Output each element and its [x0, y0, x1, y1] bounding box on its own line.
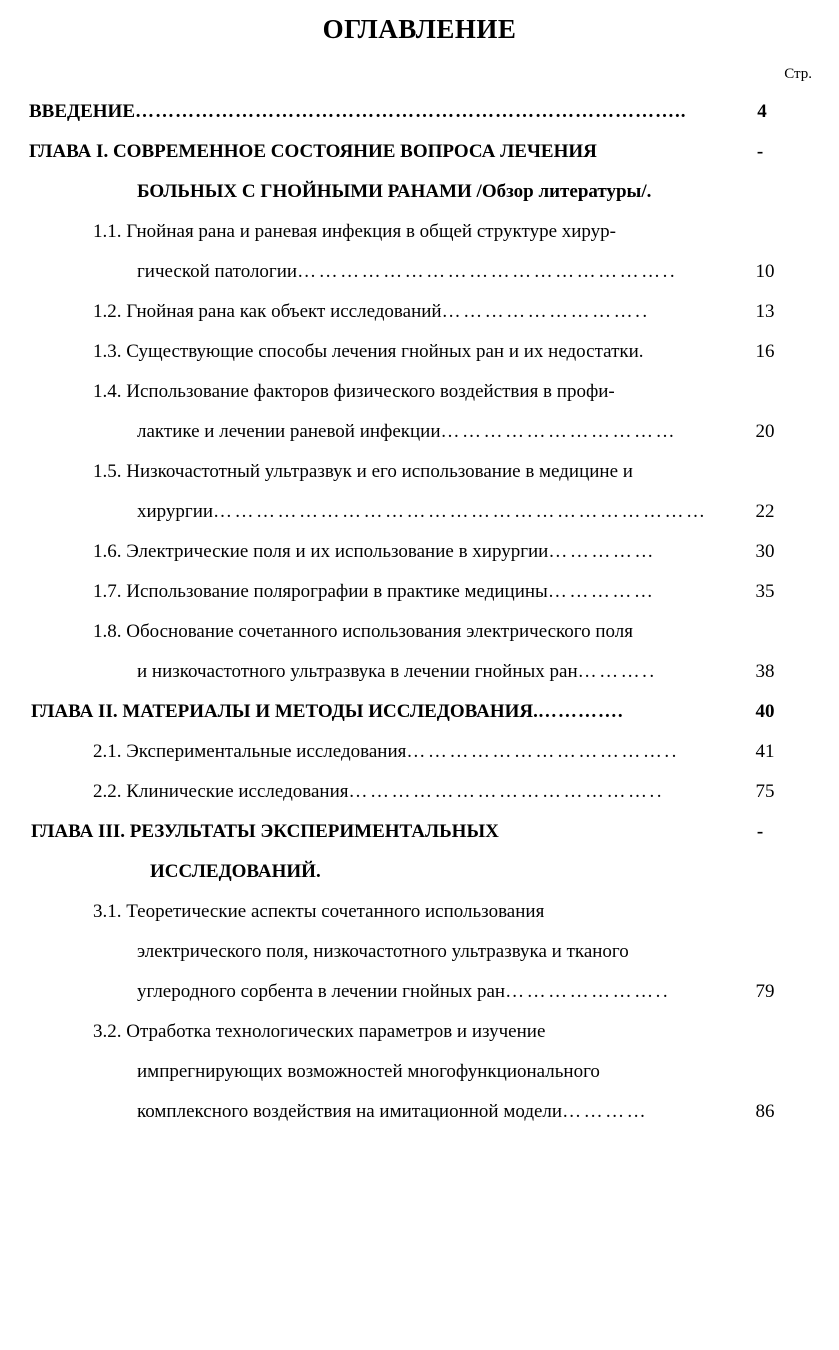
toc-page-number: 35: [755, 581, 775, 602]
toc-entry-2-2[interactable]: 2.2. Клинические исследования ……………………………………..: [93, 781, 664, 802]
toc-entry-introduction[interactable]: ВВЕДЕНИЕ ………………………………………………………………………..: [29, 101, 687, 122]
toc-entry-1-5[interactable]: 1.5. Низкочастотный ультразвук и его использование в медицине и: [93, 461, 633, 482]
toc-page-number: 75: [755, 781, 775, 802]
toc-page-number: -: [756, 821, 764, 842]
toc-entry-3-2-cont: импрегнирующих возможностей многофункционального: [137, 1061, 600, 1082]
page-column-header: Стр.: [784, 66, 812, 82]
toc-page-number: 40: [755, 701, 775, 722]
toc-chapter-1-heading[interactable]: ГЛАВА I. СОВРЕМЕННОЕ СОСТОЯНИЕ ВОПРОСА ЛЕЧЕНИЯ: [29, 141, 597, 162]
toc-page-number: 10: [755, 261, 775, 282]
toc-page-number: 41: [755, 741, 775, 762]
toc-page-number: 4: [757, 101, 767, 122]
toc-entry-1-6[interactable]: 1.6. Электрические поля и их использование в хирургии ……………: [93, 541, 656, 562]
toc-page-number: 20: [755, 421, 775, 442]
toc-entry-3-1[interactable]: 3.1. Теоретические аспекты сочетанного использования: [93, 901, 545, 922]
toc-entry-1-2[interactable]: 1.2. Гнойная рана как объект исследований ………………………..: [93, 301, 650, 322]
toc-entry-1-1[interactable]: 1.1. Гнойная рана и раневая инфекция в общей структуре хирур-: [93, 221, 617, 242]
toc-entry-3-2-cont-2: комплексного воздействия на имитационной модели …………: [137, 1101, 649, 1122]
toc-entry-1-1-cont: гической патологии ……………………………………………..: [137, 261, 678, 282]
toc-entry-1-4[interactable]: 1.4. Использование факторов физического воздействия в профи-: [93, 381, 615, 402]
toc-entry-2-1[interactable]: 2.1. Экспериментальные исследования ………………………………..: [93, 741, 679, 762]
toc-entry-1-7[interactable]: 1.7. Использование полярографии в практике медицины ……………: [93, 581, 656, 602]
toc-chapter-3-heading-cont: ИССЛЕДОВАНИЙ.: [150, 861, 321, 882]
toc-chapter-2-heading[interactable]: ГЛАВА II. МАТЕРИАЛЫ И МЕТОДЫ ИССЛЕДОВАНИЯ. ………….: [31, 701, 624, 722]
toc-chapter-3-heading[interactable]: ГЛАВА III. РЕЗУЛЬТАТЫ ЭКСПЕРИМЕНТАЛЬНЫХ: [31, 821, 499, 842]
toc-page-number: 38: [755, 661, 775, 682]
toc-entry-1-5-cont: хирургии ……………………………………………………………: [137, 501, 708, 522]
toc-entry-1-8[interactable]: 1.8. Обоснование сочетанного использования электрического поля: [93, 621, 634, 642]
toc-entry-3-2[interactable]: 3.2. Отработка технологических параметров и изучение: [93, 1021, 546, 1042]
toc-entry-3-1-cont-2: углеродного сорбента в лечении гнойных ран …………………..: [137, 981, 671, 1002]
toc-page-number: 79: [755, 981, 775, 1002]
toc-chapter-1-heading-cont: БОЛЬНЫХ С ГНОЙНЫМИ РАНАМИ /Обзор литературы/.: [137, 181, 652, 202]
toc-entry-1-8-cont: и низкочастотного ультразвука в лечении гнойных ран ………..: [137, 661, 657, 682]
toc-page-number: 86: [755, 1101, 775, 1122]
toc-entry-1-4-cont: лактике и лечении раневой инфекции ……………………………: [137, 421, 678, 442]
toc-page-number: -: [756, 141, 764, 162]
toc-entry-3-1-cont: электрического поля, низкочастотного ультразвука и тканого: [137, 941, 629, 962]
page-title: ОГЛАВЛЕНИЕ: [322, 14, 517, 44]
toc-page-number: 16: [755, 341, 775, 362]
toc-page-number: 30: [755, 541, 775, 562]
toc-entry-1-3[interactable]: 1.3. Существующие способы лечения гнойных ран и их недостатки.: [93, 341, 644, 362]
toc-page-number: 22: [755, 501, 775, 522]
toc-page-number: 13: [755, 301, 775, 322]
